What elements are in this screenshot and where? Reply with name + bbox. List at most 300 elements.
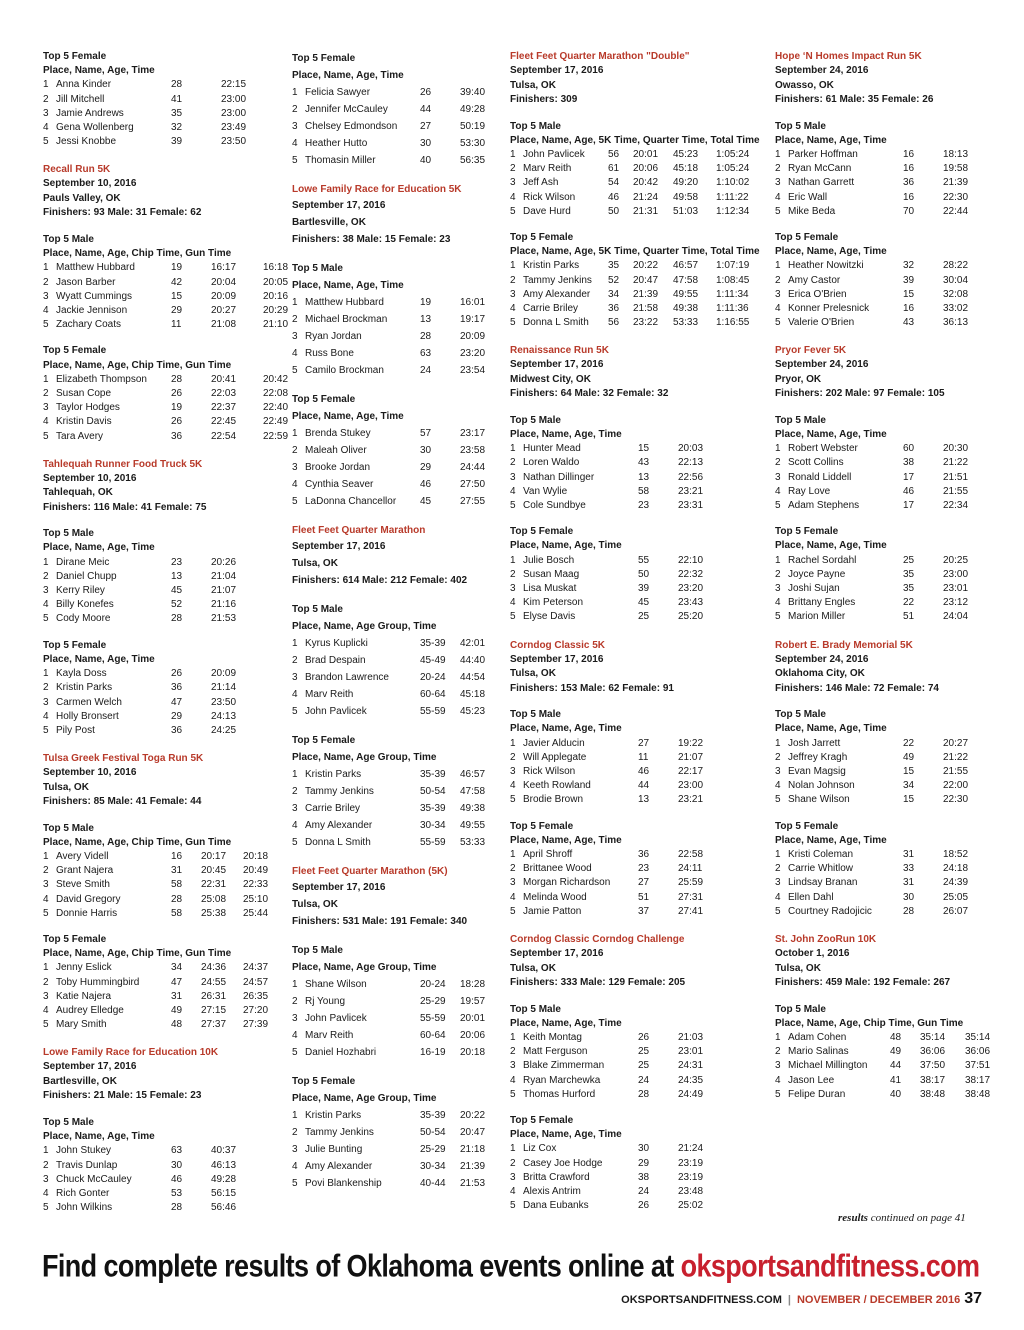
- result-place: 3: [775, 583, 781, 595]
- result-value: 26: [638, 1200, 650, 1212]
- result-row: [43, 430, 289, 444]
- result-row: [510, 610, 772, 624]
- race-finishers: Finishers: 614 Male: 212 Female: 402: [292, 575, 468, 586]
- result-value: 23:00: [221, 93, 247, 105]
- result-place: 5: [775, 611, 781, 623]
- result-place: 2: [510, 1046, 516, 1058]
- race-date: September 17, 2016: [510, 948, 604, 960]
- result-place: 1: [775, 554, 781, 566]
- result-value: 57: [420, 428, 432, 439]
- result-value: 21:22: [943, 751, 969, 763]
- result-value: 21:04: [211, 570, 237, 582]
- result-place: 1: [43, 556, 49, 568]
- result-row: [775, 442, 995, 456]
- result-value: 36:13: [943, 317, 969, 329]
- result-value: 61: [608, 163, 620, 175]
- results-section: [775, 820, 995, 919]
- result-name: Marv Reith: [523, 163, 572, 175]
- race-finishers: Finishers: 21 Male: 15 Female: 23: [43, 1090, 202, 1102]
- result-row: [292, 1175, 507, 1192]
- race-location: Owasso, OK: [775, 79, 834, 91]
- result-row: [510, 1074, 772, 1088]
- result-place: 2: [510, 274, 516, 286]
- result-place: 4: [510, 1185, 516, 1197]
- section-title: Top 5 Female: [775, 820, 839, 832]
- result-name: Ryan Jordan: [305, 331, 362, 342]
- result-value: 22:00: [943, 780, 969, 792]
- result-row: [775, 162, 995, 176]
- result-place: 1: [292, 87, 298, 98]
- result-row: [775, 596, 995, 610]
- result-row: [510, 162, 772, 176]
- result-value: 25-29: [420, 1144, 446, 1155]
- result-row: [775, 891, 995, 905]
- race-title: Tulsa Greek Festival Toga Run 5K: [43, 753, 204, 765]
- race-location: Pauls Valley, OK: [43, 192, 121, 204]
- result-value: 23:50: [211, 696, 237, 708]
- result-value: 28: [638, 1088, 650, 1100]
- result-value: 23:00: [943, 568, 969, 580]
- result-row: [292, 1124, 507, 1141]
- result-row: [292, 817, 507, 834]
- race-date: September 24, 2016: [775, 653, 869, 665]
- result-value: 20:27: [211, 304, 237, 316]
- result-value: 34: [608, 288, 620, 300]
- result-row: [775, 302, 995, 316]
- result-value: 21:39: [943, 177, 969, 189]
- banner-site-link[interactable]: oksportsandfitness.com: [680, 1248, 980, 1284]
- result-value: 21:53: [211, 613, 237, 625]
- section-header: Place, Name, Age, Time: [775, 429, 887, 441]
- result-row: [292, 101, 507, 118]
- result-value: 39: [638, 583, 650, 595]
- result-row: [292, 686, 507, 703]
- result-value: 18:13: [943, 148, 969, 160]
- result-value: 21:58: [633, 302, 659, 314]
- result-place: 5: [292, 837, 298, 848]
- result-name: April Shroff: [523, 849, 573, 861]
- result-place: 5: [43, 430, 49, 442]
- result-value: 49:55: [673, 288, 699, 300]
- result-name: Casey Joe Hodge: [523, 1157, 603, 1169]
- result-name: Wyatt Cummings: [56, 290, 133, 302]
- result-value: 38: [903, 457, 915, 469]
- results-section: [775, 708, 995, 807]
- result-place: 1: [292, 1110, 298, 1121]
- result-row: [510, 554, 772, 568]
- result-place: 3: [43, 696, 49, 708]
- result-place: 2: [292, 445, 298, 456]
- result-value: 53:33: [673, 317, 699, 329]
- result-value: 36: [171, 682, 183, 694]
- result-row: [510, 1171, 772, 1185]
- race-finishers: Finishers: 38 Male: 15 Female: 23: [292, 234, 451, 245]
- results-section: [43, 344, 289, 443]
- results-section: [292, 601, 507, 720]
- continued-word: results: [838, 1212, 868, 1224]
- result-name: Courtney Radojicic: [788, 905, 872, 917]
- result-place: 3: [510, 583, 516, 595]
- results-section: [43, 933, 283, 1032]
- page-number: 37: [964, 1290, 982, 1307]
- result-place: 5: [510, 794, 516, 806]
- result-value: 47: [171, 696, 183, 708]
- result-place: 3: [292, 672, 298, 683]
- result-row: [43, 261, 289, 275]
- result-value: 20:04: [211, 276, 237, 288]
- result-value: 22:58: [678, 849, 704, 861]
- results-column-3: [510, 50, 772, 1227]
- result-place: 3: [43, 990, 49, 1002]
- result-place: 3: [292, 331, 298, 342]
- result-place: 3: [510, 288, 516, 300]
- result-value: 21:51: [943, 471, 969, 483]
- result-name: Russ Bone: [305, 348, 354, 359]
- result-value: 31: [903, 849, 915, 861]
- result-row: [43, 612, 283, 626]
- result-place: 3: [43, 290, 49, 302]
- result-row: [43, 1004, 283, 1018]
- result-place: 5: [775, 1088, 781, 1100]
- result-row: [775, 499, 995, 513]
- result-name: Michael Millington: [788, 1060, 868, 1072]
- result-row: [775, 176, 995, 190]
- section-title: Top 5 Female: [775, 231, 839, 243]
- result-value: 32: [171, 122, 183, 134]
- result-value: 21:07: [678, 751, 704, 763]
- result-value: 63: [171, 1145, 183, 1157]
- result-value: 26:35: [243, 990, 269, 1002]
- result-name: Joshi Sujan: [788, 583, 840, 595]
- race-finishers: Finishers: 146 Male: 72 Female: 74: [775, 682, 939, 694]
- result-row: [775, 485, 995, 499]
- result-row: [510, 1031, 772, 1045]
- result-value: 35: [903, 583, 915, 595]
- section-header: Place, Name, Age Group, Time: [292, 621, 437, 632]
- result-place: 4: [292, 1161, 298, 1172]
- race-date: September 24, 2016: [775, 359, 869, 371]
- result-row: [43, 1159, 283, 1173]
- result-row: [510, 848, 772, 862]
- section-title: Top 5 Male: [43, 1116, 94, 1128]
- result-row: [775, 1074, 995, 1088]
- race-block: [292, 524, 507, 851]
- result-name: Rich Gonter: [56, 1187, 110, 1199]
- result-place: 4: [510, 891, 516, 903]
- result-row: [43, 304, 289, 318]
- result-value: 21:16: [211, 599, 237, 611]
- result-value: 20:18: [460, 1047, 486, 1058]
- result-row: [775, 471, 995, 485]
- result-place: 1: [292, 638, 298, 649]
- result-row: [43, 276, 289, 290]
- results-section: [292, 50, 507, 169]
- result-row: [43, 893, 283, 907]
- result-name: Brodie Brown: [523, 794, 584, 806]
- result-name: Katie Najera: [56, 990, 112, 1002]
- result-name: Cynthia Seaver: [305, 479, 374, 490]
- result-row: [510, 259, 772, 273]
- result-name: Rick Wilson: [523, 191, 576, 203]
- results-section: [510, 820, 772, 919]
- result-place: 1: [510, 1031, 516, 1043]
- result-value: 24:55: [201, 976, 227, 988]
- result-value: 42:01: [460, 638, 486, 649]
- result-place: 1: [775, 1031, 781, 1043]
- result-name: Blake Zimmerman: [523, 1060, 605, 1072]
- result-name: Liz Cox: [523, 1143, 557, 1155]
- result-value: 50:19: [460, 121, 486, 132]
- race-title: Renaissance Run 5K: [510, 345, 609, 357]
- result-value: 44: [890, 1060, 902, 1072]
- result-row: [510, 485, 772, 499]
- result-name: Van Wylie: [523, 485, 568, 497]
- result-value: 20:30: [943, 443, 969, 455]
- section-title: Top 5 Male: [292, 263, 343, 274]
- result-row: [292, 1107, 507, 1124]
- result-place: 1: [43, 851, 49, 863]
- race-finishers: Finishers: 85 Male: 41 Female: 44: [43, 796, 202, 808]
- race-date: September 24, 2016: [775, 65, 869, 76]
- race-location: Tulsa, OK: [292, 899, 338, 910]
- result-value: 20:01: [633, 148, 659, 160]
- result-name: Morgan Richardson: [523, 877, 611, 889]
- result-place: 5: [292, 706, 298, 717]
- result-value: 70: [903, 205, 915, 217]
- section-header: Place, Name, Age, Chip Time, Gun Time: [43, 248, 232, 260]
- result-row: [510, 274, 772, 288]
- result-value: 22:59: [263, 430, 289, 442]
- result-name: Carrie Briley: [523, 302, 579, 314]
- result-value: 22:32: [678, 568, 704, 580]
- result-value: 46:57: [673, 260, 699, 272]
- result-value: 1:11:36: [716, 302, 749, 314]
- result-row: [292, 425, 507, 442]
- result-row: [43, 1173, 283, 1187]
- section-title: Top 5 Female: [510, 820, 574, 832]
- result-value: 15: [903, 794, 915, 806]
- result-name: Javier Alducin: [523, 737, 585, 749]
- result-value: 25: [903, 554, 915, 566]
- result-place: 3: [510, 766, 516, 777]
- result-row: [43, 864, 283, 878]
- race-date: September 17, 2016: [292, 541, 386, 552]
- result-row: [292, 669, 507, 686]
- result-row: [43, 907, 283, 921]
- result-place: 3: [775, 471, 781, 483]
- result-name: Shane Wilson: [305, 979, 367, 990]
- result-value: 24:04: [943, 611, 969, 623]
- result-place: 4: [292, 1030, 298, 1041]
- result-place: 2: [43, 976, 49, 988]
- results-column-4: [775, 50, 995, 1116]
- result-value: 24: [638, 1185, 650, 1197]
- result-value: 45:18: [460, 689, 486, 700]
- result-row: [292, 442, 507, 459]
- result-name: Hunter Mead: [523, 443, 581, 455]
- result-place: 3: [775, 177, 781, 189]
- result-value: 35: [903, 568, 915, 580]
- results-section: [292, 391, 507, 510]
- result-place: 1: [43, 373, 49, 385]
- result-value: 43: [903, 317, 915, 329]
- result-value: 32:08: [943, 288, 969, 300]
- result-value: 27:41: [678, 905, 704, 917]
- result-place: 1: [775, 443, 781, 455]
- result-row: [43, 78, 283, 92]
- result-value: 44: [638, 780, 650, 792]
- result-value: 22:34: [943, 500, 969, 512]
- result-value: 21:14: [211, 682, 237, 694]
- result-name: Jeffrey Kragh: [788, 751, 848, 763]
- result-place: 3: [43, 107, 49, 119]
- result-value: 25:02: [678, 1200, 704, 1212]
- result-name: Donna L Smith: [523, 317, 589, 329]
- result-value: 23: [638, 500, 650, 512]
- section-header: Place, Name, Age, Chip Time, Gun Time: [775, 1017, 964, 1029]
- result-name: Amy Alexander: [305, 1161, 373, 1172]
- result-name: Konner Prelesnick: [788, 302, 870, 314]
- result-value: 29: [420, 462, 432, 473]
- result-row: [510, 1185, 772, 1199]
- section-header: Place, Name, Age, 5K Time, Quarter Time, Total Time: [510, 246, 760, 258]
- result-value: 43: [638, 457, 650, 469]
- race-block: [775, 50, 995, 330]
- result-value: 35: [171, 107, 183, 119]
- result-place: 5: [292, 1047, 298, 1058]
- result-value: 63: [420, 348, 432, 359]
- result-place: 3: [510, 177, 516, 189]
- result-value: 37: [638, 905, 650, 917]
- race-finishers: Finishers: 531 Male: 191 Female: 340: [292, 916, 468, 927]
- result-value: 38:48: [920, 1088, 946, 1100]
- result-row: [292, 703, 507, 720]
- result-name: Kim Peterson: [523, 597, 584, 609]
- result-row: [43, 556, 283, 570]
- result-place: 2: [292, 655, 298, 666]
- result-value: 46:57: [460, 769, 486, 780]
- result-value: 15: [638, 443, 650, 455]
- result-value: 13: [638, 794, 650, 806]
- result-value: 20:22: [633, 260, 659, 272]
- result-value: 49:28: [460, 104, 486, 115]
- result-place: 1: [510, 148, 516, 160]
- result-name: Brittany Engles: [788, 597, 856, 609]
- result-name: Amy Castor: [788, 274, 841, 286]
- result-row: [43, 570, 283, 584]
- result-name: Carrie Briley: [305, 803, 361, 814]
- result-value: 48: [890, 1031, 902, 1043]
- result-value: 19:57: [460, 996, 486, 1007]
- result-place: 1: [43, 262, 49, 274]
- result-value: 46: [171, 1173, 183, 1185]
- result-value: 39:40: [460, 87, 486, 98]
- result-value: 60-64: [420, 1030, 446, 1041]
- result-row: [43, 318, 289, 332]
- race-block: [510, 933, 772, 1213]
- result-place: 4: [292, 689, 298, 700]
- result-value: 19: [171, 262, 183, 274]
- result-place: 5: [43, 613, 49, 625]
- result-value: 38:17: [965, 1074, 991, 1086]
- result-value: 21:39: [460, 1161, 486, 1172]
- result-name: Travis Dunlap: [56, 1159, 118, 1171]
- result-value: 28: [171, 79, 183, 91]
- section-title: Top 5 Male: [510, 1003, 561, 1015]
- race-finishers: Finishers: 459 Male: 192 Female: 267: [775, 977, 951, 989]
- race-title: Corndog Classic 5K: [510, 639, 606, 651]
- result-name: Cody Moore: [56, 613, 111, 625]
- race-finishers: Finishers: 309: [510, 94, 578, 105]
- result-place: 5: [510, 317, 516, 329]
- result-place: 5: [43, 319, 49, 331]
- section-header: Place, Name, Age, Time: [510, 723, 622, 735]
- result-value: 20:49: [243, 865, 269, 877]
- section-title: Top 5 Male: [775, 414, 826, 426]
- result-place: 2: [775, 568, 781, 580]
- result-row: [775, 1045, 995, 1059]
- race-title: Tahlequah Runner Food Truck 5K: [43, 458, 203, 470]
- result-row: [292, 800, 507, 817]
- result-name: Kristin Parks: [56, 682, 113, 694]
- section-title: Top 5 Male: [43, 822, 94, 834]
- result-name: Anna Kinder: [56, 79, 112, 91]
- race-date: October 1, 2016: [775, 948, 850, 960]
- result-value: 23: [171, 556, 183, 568]
- result-value: 16-19: [420, 1047, 446, 1058]
- race-title: Fleet Feet Quarter Marathon (5K): [292, 866, 448, 877]
- race-title: Robert E. Brady Memorial 5K: [775, 639, 913, 651]
- results-section: [43, 527, 283, 626]
- section-title: Top 5 Male: [292, 945, 343, 956]
- result-place: 1: [292, 979, 298, 990]
- result-row: [43, 1187, 283, 1201]
- result-value: 36: [903, 177, 915, 189]
- result-value: 23: [638, 863, 650, 875]
- result-value: 30: [638, 1143, 650, 1155]
- result-value: 35: [608, 260, 620, 272]
- result-place: 3: [775, 877, 781, 889]
- result-row: [775, 259, 995, 273]
- result-row: [510, 456, 772, 470]
- result-value: 21:10: [263, 319, 289, 331]
- result-value: 25:05: [943, 891, 969, 903]
- result-name: Kristin Parks: [305, 1110, 362, 1121]
- result-value: 26:07: [943, 905, 969, 917]
- result-value: 1:10:02: [716, 177, 750, 189]
- result-place: 3: [292, 121, 298, 132]
- result-row: [292, 1044, 507, 1061]
- result-row: [510, 793, 772, 807]
- result-value: 20:09: [211, 290, 237, 302]
- result-row: [510, 876, 772, 890]
- result-row: [775, 1059, 995, 1073]
- race-block: [775, 344, 995, 624]
- result-name: Lindsay Branan: [788, 877, 858, 889]
- result-value: 19:17: [460, 314, 486, 325]
- result-name: Cole Sundbye: [523, 500, 586, 512]
- section-title: Top 5 Female: [775, 526, 839, 538]
- result-name: Zachary Coats: [56, 319, 122, 331]
- result-place: 2: [510, 568, 516, 580]
- result-row: [775, 751, 995, 765]
- result-row: [510, 1157, 772, 1171]
- result-value: 19:58: [943, 163, 969, 175]
- race-location: Oklahoma City, OK: [775, 668, 865, 680]
- section-header: Place, Name, Age, Time: [775, 134, 887, 146]
- result-name: Melinda Wood: [523, 891, 587, 903]
- section-header: Place, Name, Age, Time: [775, 246, 887, 258]
